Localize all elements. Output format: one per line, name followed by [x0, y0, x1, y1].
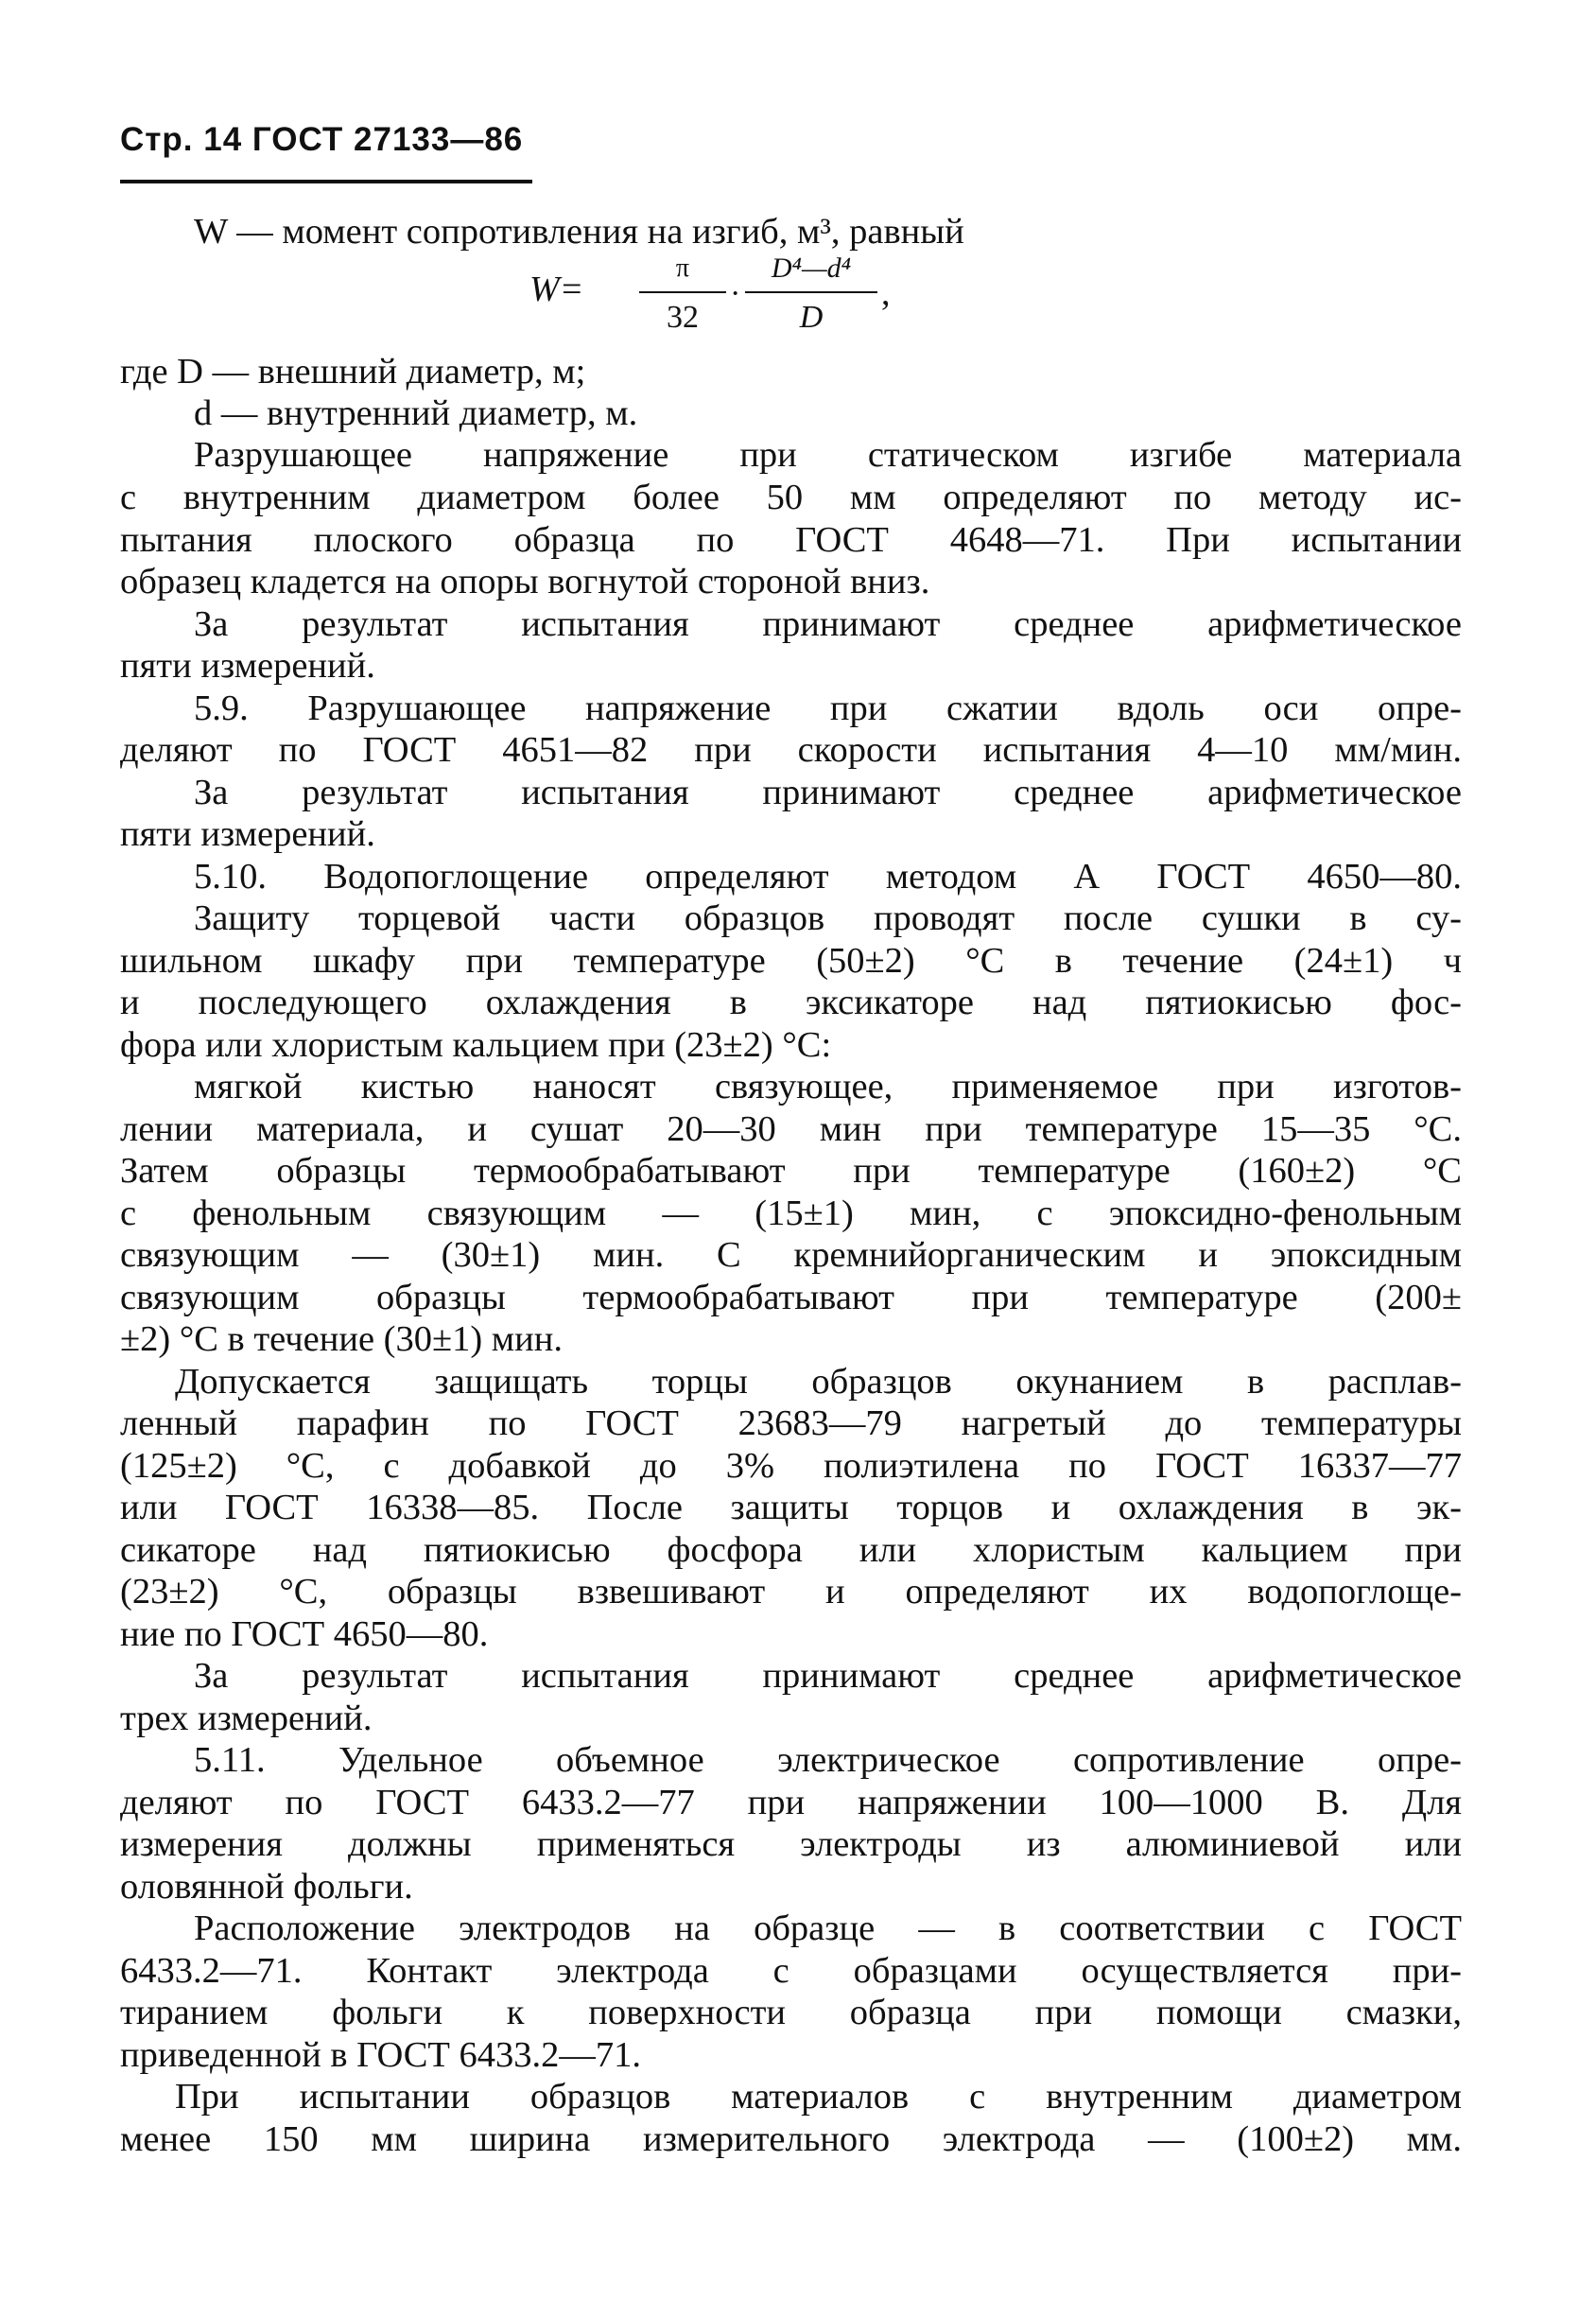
text-line: (125±2) °С, с добавкой до 3% полиэтилена по ГОСТ 16337—77: [120, 1446, 1462, 1486]
text-line: 5.9. Разрушающее напряжение при сжатии вдоль оси опре-: [194, 688, 1462, 728]
formula-pi: π: [675, 253, 690, 283]
text-line: деляют по ГОСТ 4651—82 при скорости испытания 4—10 мм/мин.: [120, 730, 1462, 770]
text-line: мягкой кистью наносят связующее, применяемое при изготов-: [194, 1067, 1462, 1106]
text-line: с фенольным связующим — (15±1) мин, с эпоксидно-фенольным: [120, 1194, 1462, 1233]
fraction-bar: [745, 291, 877, 293]
formula-lhs: W=: [529, 270, 584, 309]
text-line: оловянной фольги.: [120, 1867, 413, 1907]
formula-dot: ·: [730, 276, 741, 311]
formula-comma: ,: [881, 273, 891, 313]
text-line: лении материала, и сушат 20—30 мин при температуре 15—35 °С.: [120, 1109, 1462, 1149]
text-line: деляют по ГОСТ 6433.2—77 при напряжении 100—1000 В. Для: [120, 1783, 1462, 1822]
text-line: Затем образцы термообрабатывают при температуре (160±2) °С: [120, 1151, 1462, 1191]
text-line: трех измерений.: [120, 1699, 373, 1738]
text-line: и последующего охлаждения в эксикаторе над пятиокисью фос-: [120, 983, 1462, 1022]
page-header: Стр. 14 ГОСТ 27133—86: [120, 121, 524, 158]
text-line: фора или хлористым кальцием при (23±2) °С:: [120, 1025, 832, 1065]
text-line: где D — внешний диаметр, м;: [120, 352, 586, 392]
text-line: За результат испытания принимают среднее арифметическое: [194, 1656, 1462, 1696]
text-line: За результат испытания принимают среднее арифметическое: [194, 604, 1462, 644]
text-line: образец кладется на опоры вогнутой стороной вниз.: [120, 562, 930, 601]
text-line: За результат испытания принимают среднее арифметическое: [194, 773, 1462, 812]
text-line: связующим — (30±1) мин. С кремнийорганическим и эпоксидным: [120, 1235, 1462, 1275]
text-line: 6433.2—71. Контакт электрода с образцами осуществляется при-: [120, 1951, 1462, 1991]
formula-numerator: D⁴—d⁴: [771, 253, 852, 284]
text-line: Допускается защищать торцы образцов окунанием в расплав-: [175, 1362, 1462, 1402]
text-line: сикаторе над пятиокисью фосфора или хлористым кальцием при: [120, 1530, 1462, 1570]
text-line: W — момент сопротивления на изгиб, м³, равный: [194, 212, 964, 252]
text-line: (23±2) °С, образцы взвешивают и определяют их водопоглоще-: [120, 1572, 1462, 1612]
text-line: тиранием фольги к поверхности образца при помощи смазки,: [120, 1993, 1462, 2032]
header-rule: [120, 180, 532, 183]
formula-denominator: D: [799, 300, 824, 335]
text-line: Защиту торцевой части образцов проводят после сушки в су-: [194, 898, 1462, 938]
text-line: 5.11. Удельное объемное электрическое сопротивление опре-: [194, 1740, 1462, 1780]
formula-fraction-diameters: [745, 248, 877, 337]
text-line: шильном шкафу при температуре (50±2) °С в течение (24±1) ч: [120, 941, 1462, 981]
text-line: или ГОСТ 16338—85. После защиты торцов и охлаждения в эк-: [120, 1488, 1462, 1527]
text-line: 5.10. Водопоглощение определяют методом А ГОСТ 4650—80.: [194, 857, 1462, 897]
text-line: При испытании образцов материалов с внутренним диаметром: [175, 2077, 1462, 2117]
text-line: Расположение электродов на образце — в соответствии с ГОСТ: [194, 1908, 1462, 1948]
formula-32: 32: [667, 300, 699, 335]
text-line: ±2) °С в течение (30±1) мин.: [120, 1319, 563, 1359]
text-line: связующим образцы термообрабатывают при температуре (200±: [120, 1278, 1462, 1317]
text-line: d — внутренний диаметр, м.: [194, 393, 638, 433]
text-line: измерения должны применяться электроды из алюминиевой или: [120, 1824, 1462, 1864]
text-line: пяти измерений.: [120, 814, 375, 854]
text-line: пытания плоского образца по ГОСТ 4648—71. При испытании: [120, 520, 1462, 560]
text-line: приведенной в ГОСТ 6433.2—71.: [120, 2035, 642, 2075]
fraction-bar: [639, 291, 726, 293]
text-line: ние по ГОСТ 4650—80.: [120, 1614, 489, 1654]
text-line: с внутренним диаметром более 50 мм определяют по методу ис-: [120, 478, 1462, 517]
text-line: Разрушающее напряжение при статическом изгибе материала: [194, 435, 1462, 475]
text-line: пяти измерений.: [120, 646, 375, 686]
text-line: менее 150 мм ширина измерительного электрода — (100±2) мм.: [120, 2119, 1462, 2159]
formula-fraction-pi: [639, 248, 726, 337]
text-line: ленный парафин по ГОСТ 23683—79 нагретый до температуры: [120, 1403, 1462, 1443]
formula-section-modulus: [529, 248, 964, 352]
